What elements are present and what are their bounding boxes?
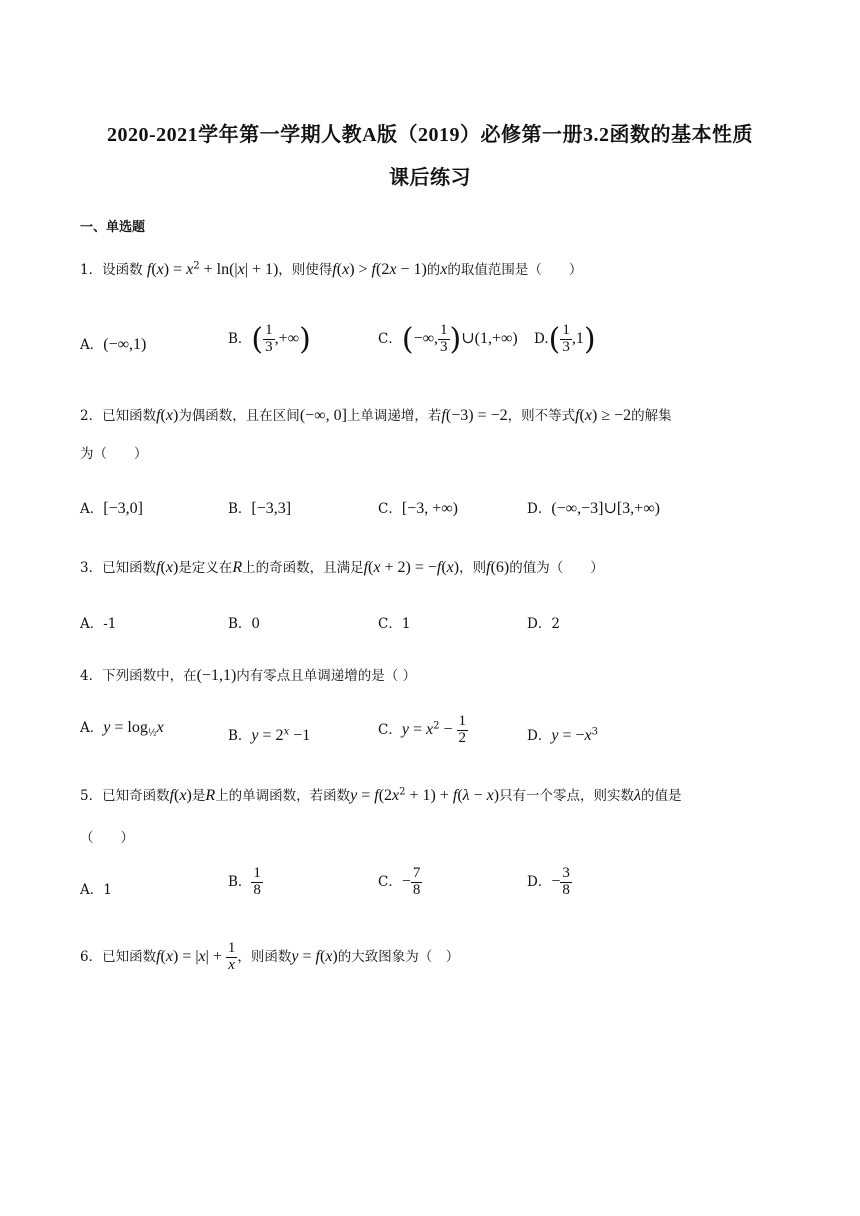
option-c[interactable]: C．(−∞, $\frac{1}{3}$ )∪(1,+∞) — [378, 322, 518, 357]
option-d[interactable]: D．(−∞,−3]∪[3,+∞) — [527, 500, 660, 517]
option-b[interactable]: B． $\frac{1}{8}$ — [228, 865, 261, 898]
question-1-stem: 1．设函数 $f(x) = x^2 + \ln(|x| + 1)$，则使得f(x) > f(2x − 1)的x的取值范围是（ ） — [80, 260, 583, 278]
option-c[interactable]: C．1 — [378, 616, 411, 632]
option-c[interactable]: C．− $\frac{7}{8}$ — [378, 865, 421, 898]
option-b[interactable]: B．0 — [228, 616, 261, 632]
option-a[interactable]: A．1 — [80, 882, 112, 898]
option-b[interactable]: B．[−3,3] — [228, 500, 292, 517]
question-number: 1． — [80, 262, 103, 278]
question-2-stem-line2: 为（ ） — [80, 446, 148, 462]
question-4-stem: 4．下列函数中，在(−1,1)内有零点且单调递增的是（ ） — [80, 667, 417, 684]
math-expression: f — [146, 261, 152, 278]
question-2-stem: 2．已知函数f(x)为偶函数，且在区间(−∞, 0]上单调递增，若f(−3) = −2，则不等式f(x) ≥ −2的解集 — [80, 407, 672, 424]
option-a[interactable]: A．$y = \log_{\frac{1}{2}}x$ — [80, 719, 164, 739]
option-d[interactable]: D．$y = -x^3$ — [527, 726, 598, 744]
option-c[interactable]: C．$y = x^2$ − $\frac{1}{2}$ — [378, 713, 466, 746]
option-c[interactable]: C．[−3, +∞) — [378, 500, 458, 517]
option-a[interactable]: A．-1 — [80, 616, 117, 632]
option-b[interactable]: B．$y = 2^x -1$ — [228, 726, 311, 744]
option-d[interactable]: D.( $\frac{1}{3}$ ,1) — [534, 322, 596, 357]
question-6-stem: 6．已知函数f(x) = |x| + $\frac{1}{x}$ ，则函数y = f(x)的大致图象为（ ） — [80, 940, 460, 973]
question-5-stem: 5．已知奇函数f(x)是R上的单调函数，若函数$y = f(2x^2 + 1) + f(\lambda - x)$只有一个零点，则实数λ的值是 — [80, 786, 682, 804]
page-subtitle: 课后练习 — [389, 167, 471, 189]
option-a[interactable]: A．(−∞,1) — [80, 336, 147, 353]
option-d[interactable]: D．2 — [527, 616, 560, 632]
question-3-stem: 3．已知函数f(x)是定义在R上的奇函数，且满足f(x + 2) = −f(x)，则f(6)的值为（ ） — [80, 559, 604, 576]
question-5-stem-line2: （ ） — [80, 830, 134, 846]
section-heading: 一、单选题 — [80, 220, 146, 235]
option-a[interactable]: A．[−3,0] — [80, 500, 143, 517]
page-title: 2020-2021学年第一学期人教A版（2019）必修第一册3.2函数的基本性质 — [106, 124, 754, 146]
option-b[interactable]: B．( $\frac{1}{3}$ ,+∞) — [228, 322, 311, 357]
option-d[interactable]: D．− $\frac{3}{8}$ — [527, 865, 570, 898]
